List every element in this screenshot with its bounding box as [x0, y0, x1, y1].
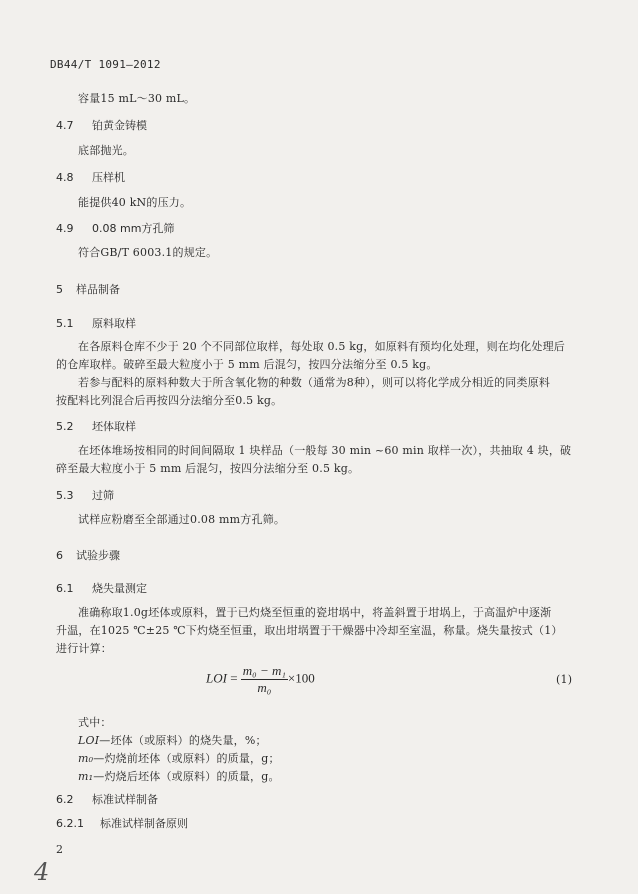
section-number: 6.1 [56, 582, 74, 595]
paragraph-line: 在各原料仓库不少于 20 个不同部位取样，每处取 0.5 kg，如原料有预均化处理，则在均化处理后 [78, 340, 565, 353]
section-title: 烧失量测定 [92, 582, 147, 595]
chapter-number: 5 [56, 283, 63, 296]
section-title: 原料取样 [92, 317, 136, 330]
paragraph-line: 进行计算： [56, 642, 112, 655]
text-line: 符合GB/T 6003.1的规定。 [78, 246, 218, 259]
subsection-number: 6.2.1 [56, 817, 84, 830]
where-label: 式中： [78, 716, 112, 729]
paragraph-line: 试样应粉磨至全部通过0.08 mm方孔筛。 [78, 513, 286, 526]
definition-line [78, 732, 267, 748]
section-heading [56, 580, 147, 596]
definition-text: —坯体（或原料）的烧失量，%； [99, 734, 267, 747]
section-number: 5.2 [56, 420, 74, 433]
handwritten-mark: 4 [34, 858, 50, 886]
text-line: 容量15 mL～30 mL。 [78, 92, 196, 105]
paragraph-line: 碎至最大粒度小于 5 mm 后混匀，按四分法缩分至 0.5 kg。 [56, 462, 360, 475]
paragraph-line: 的仓库取样。破碎至最大粒度小于 5 mm 后混匀，按四分法缩分至 0.5 kg。 [56, 358, 438, 371]
section-number: 5.3 [56, 489, 74, 502]
section-heading [56, 418, 136, 434]
section-number: 4.7 [56, 119, 74, 132]
definition-symbol: m₁ [78, 770, 94, 783]
subsection-title: 标准试样制备原则 [100, 817, 188, 830]
section-heading [56, 791, 158, 807]
section-number: 6.2 [56, 793, 74, 806]
document-code: DB44/T 1091—2012 [50, 58, 161, 71]
section-title: 铂黄金铸模 [92, 119, 147, 132]
formula-lhs: LOI [206, 670, 227, 686]
section-number: 4.9 [56, 222, 74, 235]
text-line: 能提供40 kN的压力。 [78, 196, 192, 209]
paragraph-line: 升温，在1025 ℃±25 ℃下灼烧至恒重，取出坩埚置于干燥器中冷却至室温，称量。烧失量按式（1） [56, 624, 563, 637]
chapter-title: 样品制备 [76, 283, 120, 296]
section-number: 5.1 [56, 317, 74, 330]
paragraph-line: 在坯体堆场按相同的时间间隔取 1 块样品（一般每 30 min ~60 min 取样一次），共抽取 4 块，破 [78, 444, 572, 457]
formula-fraction [241, 663, 288, 696]
chapter-heading [56, 281, 120, 297]
definition-line [78, 768, 280, 784]
formula-denominator: m₀ [257, 680, 272, 695]
section-title: 过筛 [92, 489, 114, 502]
section-title: 压样机 [92, 171, 125, 184]
section-title: 坯体取样 [92, 420, 136, 433]
formula-label: (1) [556, 673, 573, 686]
section-title: 标准试样制备 [92, 793, 158, 806]
section-heading [56, 117, 147, 133]
section-heading [56, 220, 174, 236]
paragraph-line: 准确称取1.0g坯体或原料，置于已灼烧至恒重的瓷坩埚中，将盖斜置于坩埚上，于高温炉中逐渐 [78, 606, 552, 619]
definition-symbol: LOI [78, 734, 100, 747]
definition-symbol: m₀ [78, 752, 94, 765]
paragraph-line: 若参与配料的原料种数大于所含氧化物的种数（通常为8种），则可以将化学成分相近的同类原料 [78, 376, 551, 389]
page-number: 2 [56, 843, 64, 856]
paragraph-line: 按配料比列混合后再按四分法缩分至0.5 kg。 [56, 394, 283, 407]
section-heading [56, 315, 136, 331]
section-heading [56, 169, 125, 185]
section-heading [56, 487, 114, 503]
formula-numerator: m₀ − m₁ [242, 663, 286, 678]
formula-multiplier: ×100 [287, 670, 315, 686]
definition-text: —灼烧后坯体（或原料）的质量，g。 [93, 770, 280, 783]
chapter-heading [56, 547, 120, 563]
section-title: 0.08 mm方孔筛 [92, 222, 175, 235]
formula-equals: = [230, 670, 238, 686]
definition-line [78, 750, 280, 766]
text-line: 底部抛光。 [78, 144, 134, 157]
section-number: 4.8 [56, 171, 74, 184]
chapter-number: 6 [56, 549, 63, 562]
chapter-title: 试验步骤 [76, 549, 120, 562]
subsection-heading [56, 815, 188, 831]
definition-text: —灼烧前坯体（或原料）的质量，g； [93, 752, 280, 765]
loi-formula [206, 663, 315, 696]
